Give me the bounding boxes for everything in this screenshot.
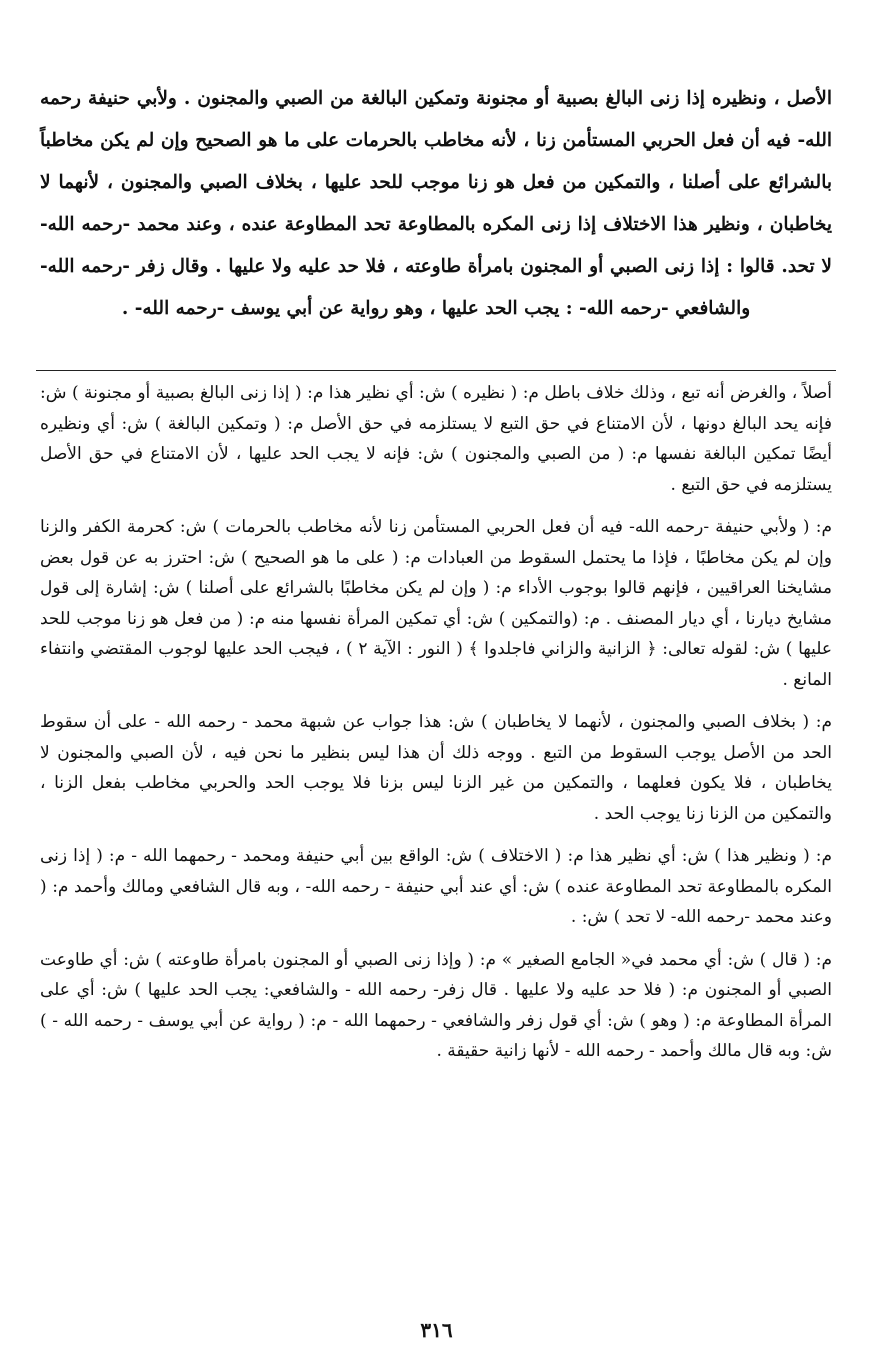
sharh-paragraph-5: م: ( قال ) ش: أي محمد في« الجامع الصغير » م: ( وإذا زنى الصبي أو المجنون بامرأة طاوعته ) ش: أي طاوعت الصبي أو المجنون م: ( فلا حد عليه ولا عليها . قال زفر- رحمه الله - والشافعي: يجب الحد عليها ) ش: أي على المرأة المطاوعة م: ( وهو ) ش: أي قول زفر والشافعي - رحمهما الله - م: ( رواية عن أبي يوسف - رحمه الله - ) ش: وبه قال مالك وأحمد - رحمه الله - لأنها زانية حقيقة . bbox=[40, 949, 833, 1061]
sharh-paragraph-4: م: ( ونظير هذا ) ش: أي نظير هذا م: ( الاختلاف ) ش: الواقع بين أبي حنيفة ومحمد - رحمهما الله - م: ( إذا زنى المكره بالمطاوعة تحد المطاوعة عنده ) ش: أي عند أبي حنيفة - رحمه الله- ، وبه قال الشافعي ومالك وأحمد م: ( وعند محمد -رحمه الله- لا تحد ) ش: . bbox=[40, 846, 832, 927]
sharh-paragraph-1: أصلاً ، والغرض أنه تبع ، وذلك خلاف باطل م: ( نظيره ) ش: أي نظير هذا م: ( إذا زنى البالغ بصبية أو مجنونة ) ش: فإنه يحد البالغ دونها ، لأن الامتناع في حق التبع لا يستلزمه في حق الأصل م: ( وتمكين البالغة ) ش: أي ونظيره أيضًا تمكين البالغة نفسها م: ( من الصبي والمجنون ) ش: فإنه لا يجب الحد عليها ، لأن الامتناع في حق الأصل يستلزمه في حق التبع . bbox=[40, 383, 832, 495]
matn-text: الأصل ، ونظيره إذا زنى البالغ بصبية أو مجنونة وتمكين البالغة من الصبي والمجنون . ولأبي حنيفة رحمه الله- فيه أن فعل الحربي المستأمن زنا ، لأنه مخاطب بالحرمات على ما هو الصحيح وإن لم يكن مخاطباً بالشرائع على أصلنا ، والتمكين من فعل هو زنا موجب للحد عليها ، بخلاف الصبي والمجنون ، لأنهما لا يخاطبان ، ونظير هذا الاختلاف إذا زنى المكره بالمطاوعة تحد المطاوعة عنده ، وعند محمد -رحمه الله- لا تحد. قالوا : إذا زنى الصبي أو المجنون بامرأة طاوعته ، فلا حد عليه ولا عليها . وقال زفر -رحمه الله- والشافعي -رحمه الله- : يجب الحد عليها ، وهو رواية عن أبي يوسف -رحمه الله- . bbox=[40, 88, 832, 319]
sharh-paragraph-2: م: ( ولأبي حنيفة -رحمه الله- فيه أن فعل الحربي المستأمن زنا لأنه مخاطب بالحرمات ) ش: كحرمة الكفر والزنا وإن لم يكن مخاطبًا ، فإذا ما يحتمل السقوط من العبادات م: ( على ما هو الصحيح ) ش: احترز به عن قول بعض مشايخنا العراقيين ، فإنهم قالوا بوجوب الأداء م: ( وإن لم يكن مخاطبًا بالشرائع على أصلنا ) ش: إشارة إلى قول مشايخ ديارنا ، أي ديار المصنف . م: (والتمكين ) ش: أي تمكين المرأة نفسها منه م: ( من فعل هو زنا موجب للحد عليها ) ش: لقوله تعالى: ﴿ الزانية والزاني فاجلدوا ﴾ ( النور : الآية ٢ ) ، فيجب الحد عليها لوجوب المقتضي وانتفاء المانع . bbox=[40, 517, 832, 690]
sharh-commentary bbox=[40, 378, 832, 1079]
section-divider bbox=[36, 370, 836, 371]
sharh-paragraph-3: م: ( بخلاف الصبي والمجنون ، لأنهما لا يخاطبان ) ش: هذا جواب عن شبهة محمد - رحمه الله - على أن سقوط الحد من الأصل يوجب السقوط من التبع . ووجه ذلك أن هذا ليس بنظير ما نحن فيه ، لأن الصبي والمجنون لا يخاطبان ، فلا يكون فعلهما ، والتمكين من غير الزنا ليس بزنا فلا يوجب الحد والحربي مخاطب بفعل الزنا ، والتمكين من الزنا زنا يوجب الحد . bbox=[40, 712, 832, 824]
page-number: ٣١٦ bbox=[420, 1318, 453, 1342]
